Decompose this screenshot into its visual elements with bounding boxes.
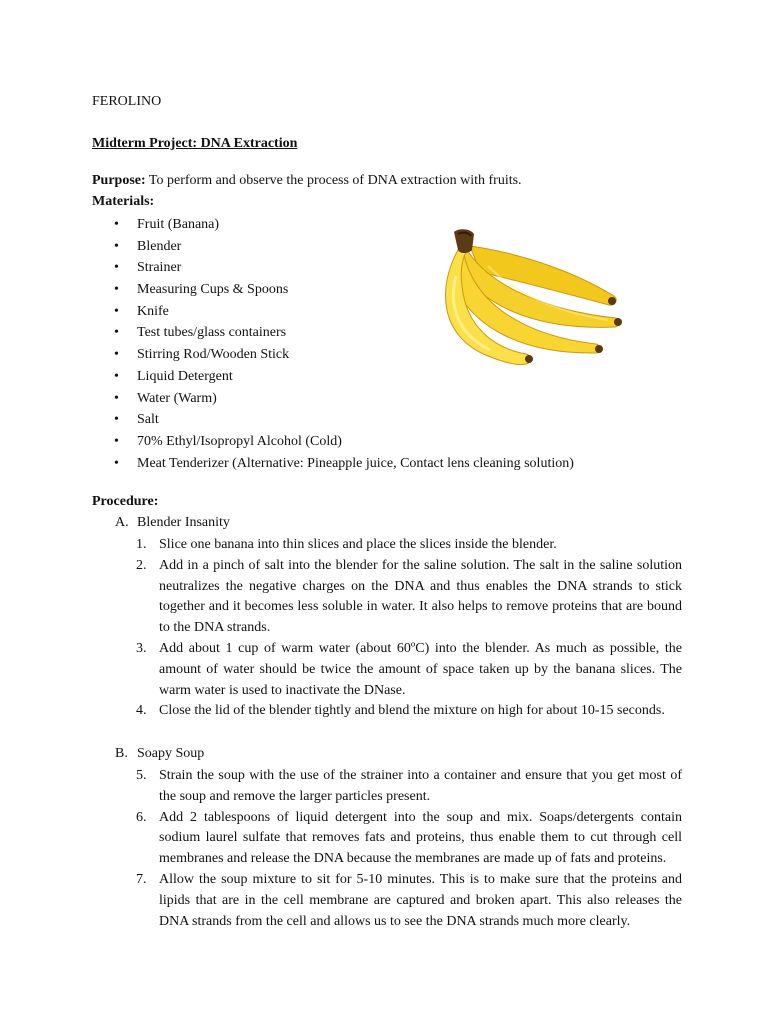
procedure-step: 6. Add 2 tablespoons of liquid detergent into the soup and mix. Soaps/detergents contain sodium laurel sulfate that removes fats and proteins, thus enable them to cut through cell membranes and release the DNA because the membranes are made up of fats and proteins. — [136, 809, 682, 867]
purpose-text: To perform and observe the process of DNA extraction with fruits. — [145, 173, 522, 188]
procedure-step: 1. Slice one banana into thin slices and place the slices inside the blender. — [136, 537, 557, 552]
bullet-icon: • — [114, 260, 119, 276]
procedure-step: 5. Strain the soup with the use of the strainer into a container and ensure that you get most of the soup and remove the larger particles present. — [136, 768, 682, 804]
procedure-heading: Procedure: — [92, 494, 159, 509]
bullet-icon: • — [114, 325, 119, 341]
list-item: • Liquid Detergent — [92, 367, 574, 389]
section-a-steps — [136, 535, 682, 722]
purpose-label: Purpose: — [92, 173, 146, 188]
bullet-icon: • — [114, 433, 119, 449]
bullet-icon: • — [114, 390, 119, 406]
section-b-steps — [136, 766, 682, 932]
bullet-icon: • — [114, 303, 119, 319]
list-item: • Meat Tenderizer (Alternative: Pineapple juice, Contact lens cleaning solution) — [92, 454, 574, 476]
document-title: Midterm Project: DNA Extraction — [92, 136, 298, 151]
materials-heading: Materials: — [92, 194, 155, 209]
list-item: • Test tubes/glass containers — [92, 323, 574, 345]
author-name: FEROLINO — [92, 94, 162, 109]
banana-bunch-image — [418, 226, 624, 381]
list-item: • Measuring Cups & Spoons — [92, 280, 574, 302]
procedure-step: 2. Add in a pinch of salt into the blender for the saline solution. The salt in the saline solution neutralizes the negative charges on the DNA and thus enables the DNA strands to stick together and it becomes less soluble in water. It also helps to remove proteins that are bound to the DNA strands. — [136, 557, 682, 636]
bullet-icon: • — [114, 238, 119, 254]
purpose-line — [92, 173, 522, 189]
list-item: • 70% Ethyl/Isopropyl Alcohol (Cold) — [92, 432, 574, 454]
procedure-step: 7. Allow the soup mixture to sit for 5-10 minutes. This is to make sure that the proteins and lipids that are in the cell membrane are captured and broken apart. This also releases the DNA strands from the cell and allows us to see the DNA strands much more clearly. — [136, 871, 682, 929]
procedure-step: 4. Close the lid of the blender tightly and blend the mixture on high for about 10-15 seconds. — [136, 703, 665, 719]
list-item: • Stirring Rod/Wooden Stick — [92, 345, 574, 367]
list-item: • Fruit (Banana) — [92, 215, 574, 237]
section-b-heading: B. Soapy Soup — [115, 746, 205, 761]
bullet-icon: • — [114, 455, 119, 471]
bullet-icon: • — [114, 347, 119, 363]
list-item: • Water (Warm) — [92, 389, 574, 411]
list-item: • Blender — [92, 237, 574, 259]
list-item: • Strainer — [92, 258, 574, 280]
list-item: • Knife — [92, 302, 574, 324]
bullet-icon: • — [114, 217, 119, 232]
bullet-icon: • — [114, 412, 119, 428]
procedure-step: 3. Add about 1 cup of warm water (about 60ºC) into the blender. As much as possible, the amount of water should be twice the amount of space taken up by the banana slices. The warm water is used to inactivate the DNase. — [136, 640, 682, 698]
bullet-icon: • — [114, 368, 119, 384]
bullet-icon: • — [114, 282, 119, 298]
list-item: • Salt — [92, 410, 574, 432]
section-a-heading: A. Blender Insanity — [115, 515, 230, 530]
